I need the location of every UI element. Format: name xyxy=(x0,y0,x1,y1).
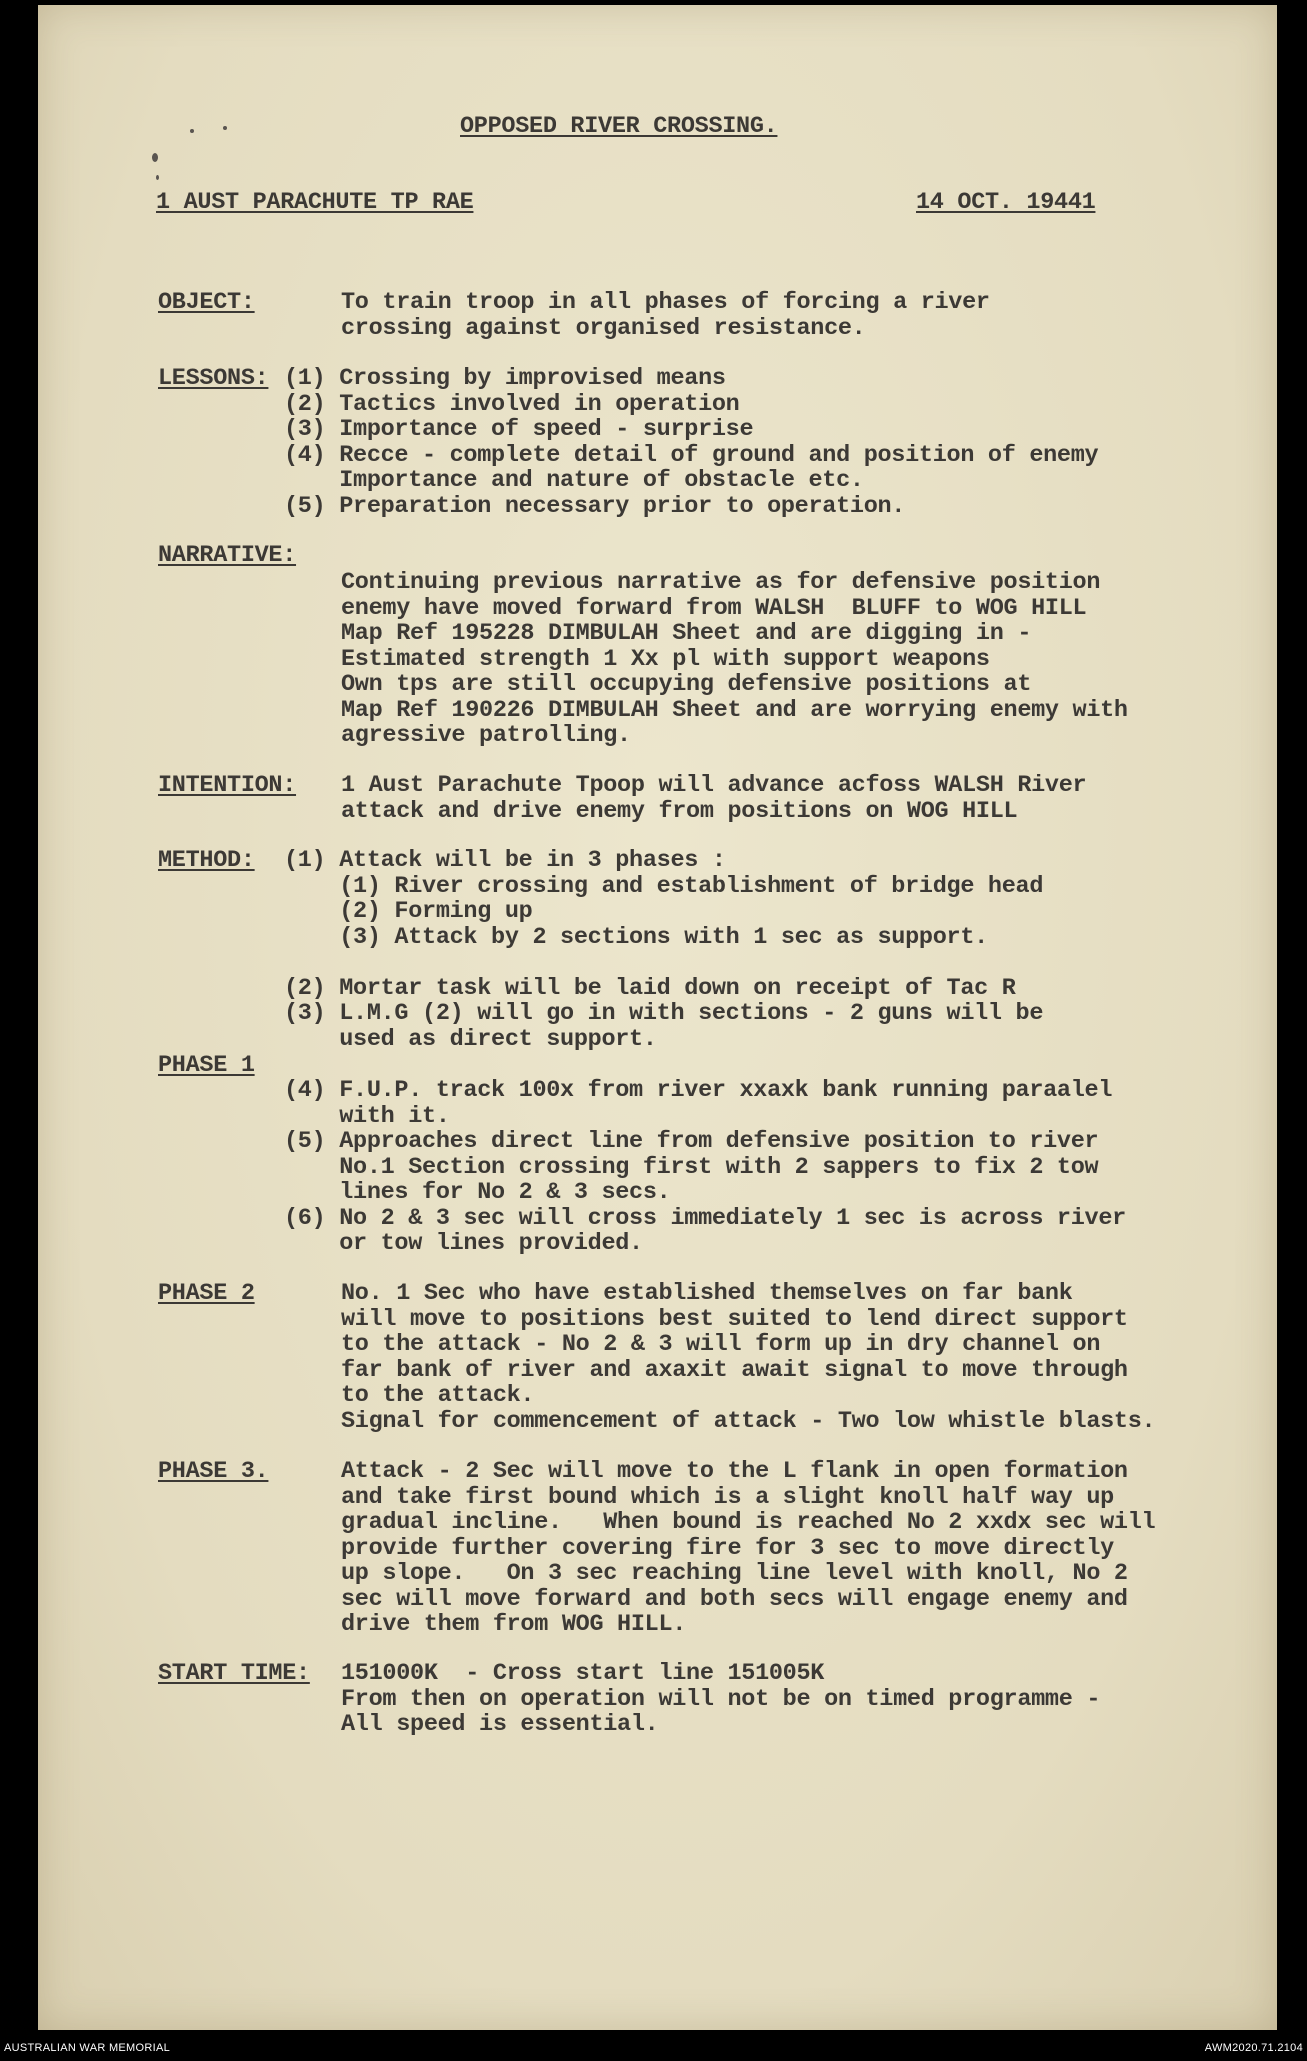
document-date: 14 OCT. 19441 xyxy=(916,189,1096,216)
section-line: All speed is essential. xyxy=(341,1711,659,1738)
section-line: (5) Approaches direct line from defensive position to river xyxy=(284,1128,1099,1155)
section-line: Importance and nature of obstacle etc. xyxy=(284,467,864,494)
section-line: agressive patrolling. xyxy=(341,722,631,749)
section-line: (6) No 2 & 3 sec will cross immediately 1 sec is across river xyxy=(284,1204,1126,1232)
section-line: crossing against organised resistance. xyxy=(341,314,866,342)
section-line: 151000K - Cross start line 151005K xyxy=(341,1660,825,1687)
section-line: to the attack - No 2 & 3 will form up in dry channel on xyxy=(341,1331,1101,1358)
section-line: No.1 Section crossing first with 2 sappers to fix 2 tow xyxy=(284,1153,1099,1181)
section-line: (4) F.U.P. track 100x from river xxaxk bank running paraalel xyxy=(284,1077,1113,1104)
section-label-phase-2: PHASE 2 xyxy=(158,1280,255,1307)
section-line: and take first bound which is a slight knoll half way up xyxy=(341,1483,1114,1511)
section-label-method: METHOD: xyxy=(158,847,255,874)
section-line: far bank of river and axaxit await signal to move through xyxy=(341,1356,1128,1384)
section-line: gradual incline. When bound is reached No 2 xxdx sec will xyxy=(341,1509,1156,1536)
ink-speck xyxy=(156,175,159,180)
section-line: To train troop in all phases of forcing a river xyxy=(341,289,990,316)
section-line: Map Ref 195228 DIMBULAH Sheet and are digging in - xyxy=(341,620,1032,647)
section-label-intention: INTENTION: xyxy=(158,772,297,799)
section-line: (5) Preparation necessary prior to operation. xyxy=(284,492,906,520)
section-line: (4) Recce - complete detail of ground and position of enemy xyxy=(284,441,1099,469)
section-line: lines for No 2 & 3 secs. xyxy=(284,1179,671,1206)
section-line: (1) River crossing and establishment of bridge head xyxy=(284,872,1044,900)
section-line: Continuing previous narrative as for defensive position xyxy=(341,569,1101,596)
section-line: 1 Aust Parachute Tpoop will advance acfoss WALSH River xyxy=(341,772,1087,799)
section-line: (1) Attack will be in 3 phases : xyxy=(284,847,726,874)
section-line: (3) Importance of speed - surprise xyxy=(284,416,754,443)
section-line: with it. xyxy=(284,1102,450,1130)
section-line: Own tps are still occupying defensive positions at xyxy=(341,671,1032,698)
archive-reference: AWM2020.71.2104 xyxy=(1204,2042,1303,2054)
section-line: will move to positions best suited to lend direct support xyxy=(341,1305,1128,1333)
section-line: drive them from WOG HILL. xyxy=(341,1611,687,1638)
section-label-object: OBJECT: xyxy=(158,289,255,316)
section-label-start-time: START TIME: xyxy=(158,1660,310,1687)
section-line: enemy have moved forward from WALSH BLUFF to WOG HILL xyxy=(341,594,1087,622)
section-line: (3) L.M.G (2) will go in with sections - 2 guns will be xyxy=(284,1000,1044,1027)
section-line: Estimated strength 1 Xx pl with support weapons xyxy=(341,645,990,673)
section-label-phase-1: PHASE 1 xyxy=(158,1052,255,1079)
document-title: OPPOSED RIVER CROSSING. xyxy=(460,113,778,140)
section-line: (2) Tactics involved in operation xyxy=(284,390,740,418)
section-line: Signal for commencement of attack - Two low whistle blasts. xyxy=(341,1407,1156,1435)
section-line: to the attack. xyxy=(341,1382,535,1409)
section-label-phase-3: PHASE 3. xyxy=(158,1458,269,1485)
section-line: or tow lines provided. xyxy=(284,1230,643,1257)
section-label-narrative: NARRATIVE: xyxy=(158,542,297,569)
ink-speck xyxy=(223,126,227,130)
archive-credit: AUSTRALIAN WAR MEMORIAL xyxy=(4,2042,171,2054)
section-line: used as direct support. xyxy=(284,1025,657,1053)
section-line: (2) Mortar task will be laid down on receipt of Tac R xyxy=(284,974,1016,1002)
unit-name: 1 AUST PARACHUTE TP RAE xyxy=(156,189,474,216)
section-line: Map Ref 190226 DIMBULAH Sheet and are worrying enemy with xyxy=(341,696,1128,724)
section-line: (3) Attack by 2 sections with 1 sec as support. xyxy=(284,923,988,951)
section-line: (2) Forming up xyxy=(284,898,533,925)
section-line: provide further covering fire for 3 sec to move directly xyxy=(341,1534,1114,1562)
section-label-lessons: LESSONS: xyxy=(158,365,269,392)
section-line: up slope. On 3 sec reaching line level with knoll, No 2 xyxy=(341,1560,1128,1587)
section-line: Attack - 2 Sec will move to the L flank in open formation xyxy=(341,1458,1128,1485)
ink-speck xyxy=(152,153,158,162)
section-line: attack and drive enemy from positions on WOG HILL xyxy=(341,797,1018,825)
ink-speck xyxy=(190,129,194,133)
section-line: sec will move forward and both secs will engage enemy and xyxy=(341,1585,1128,1613)
section-line: No. 1 Sec who have established themselves on far bank xyxy=(341,1280,1073,1307)
section-line: From then on operation will not be on timed programme - xyxy=(341,1685,1101,1713)
section-line: (1) Crossing by improvised means xyxy=(284,365,726,392)
